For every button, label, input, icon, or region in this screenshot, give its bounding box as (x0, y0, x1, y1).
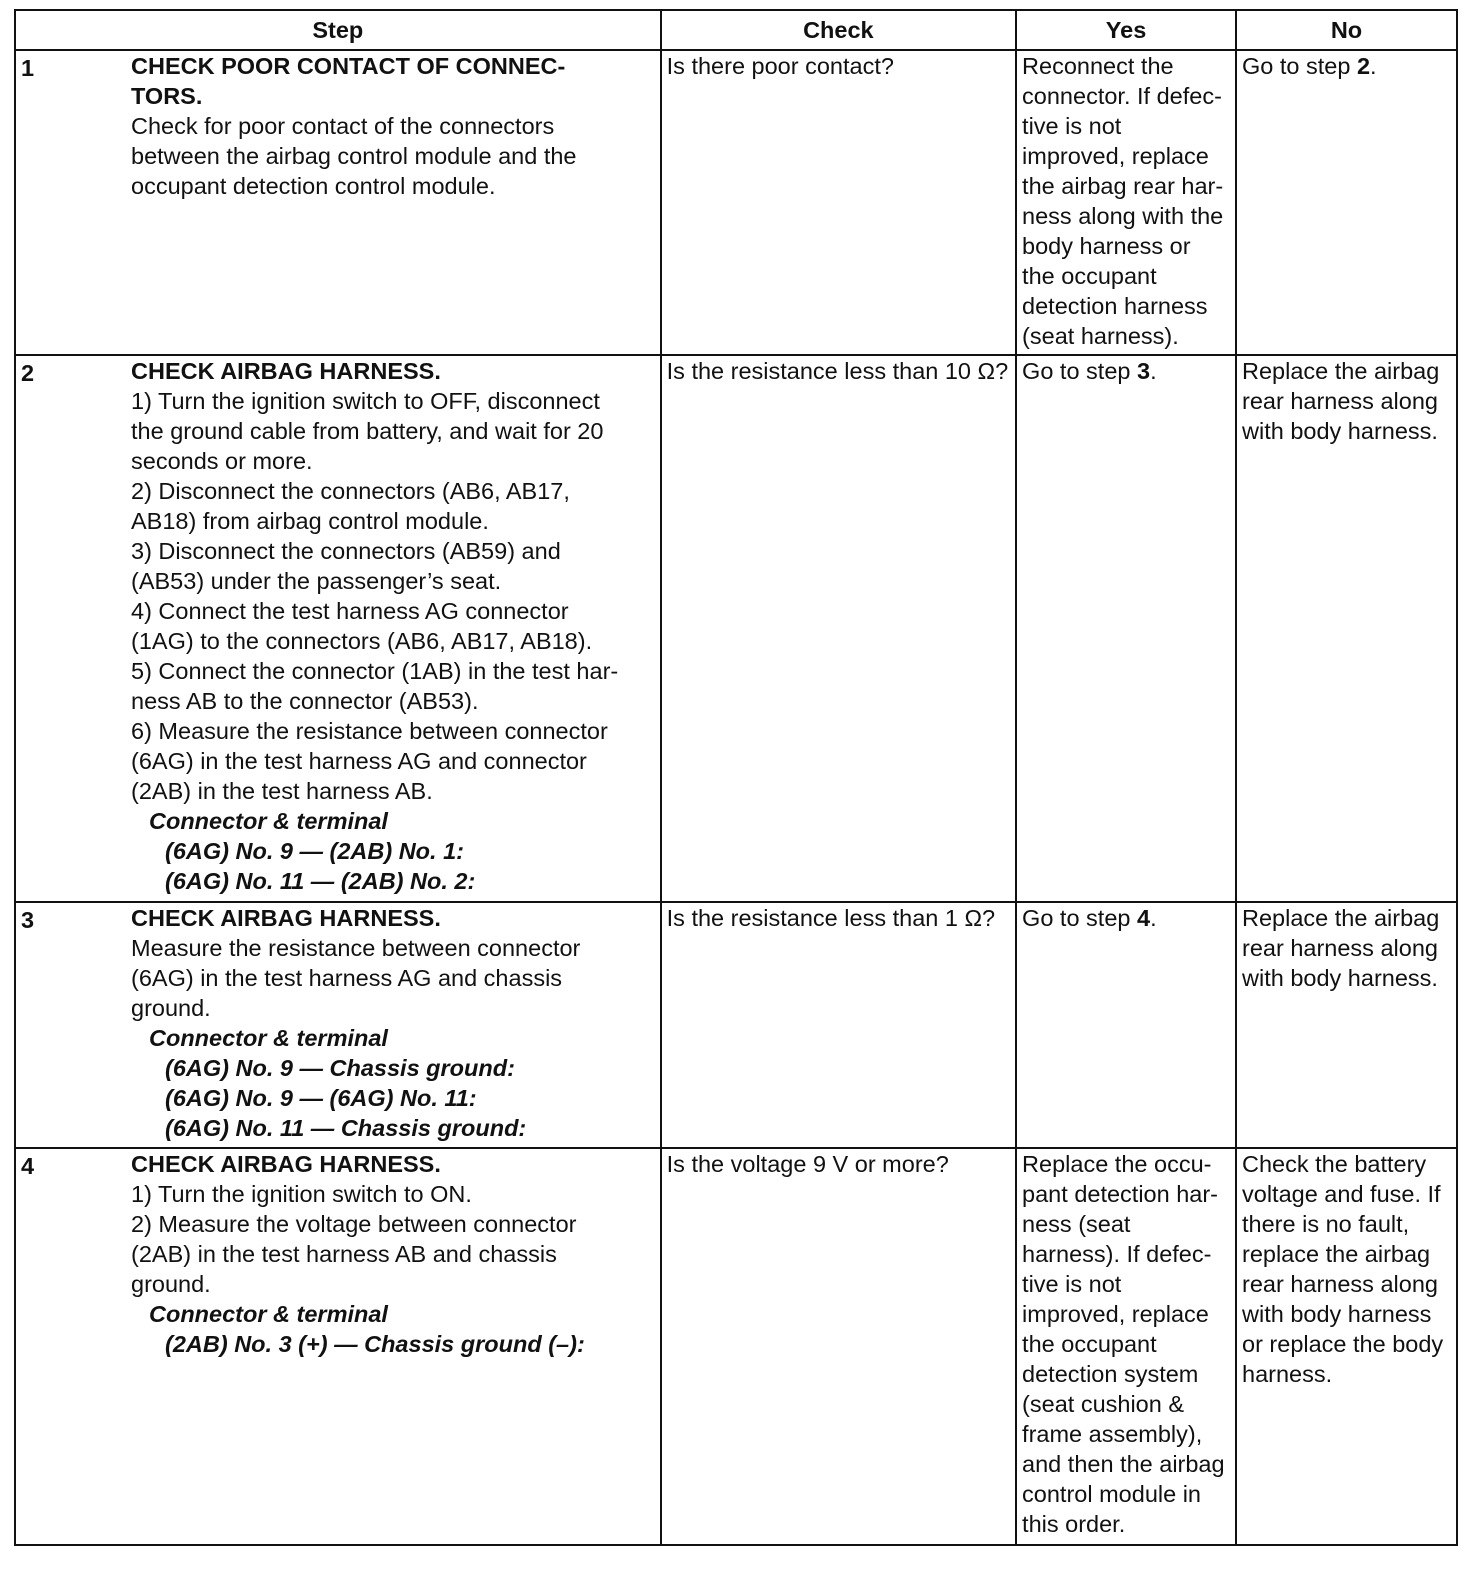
connector-terminal-heading: Connector & terminal (149, 1025, 388, 1051)
step-title: CHECK AIRBAG HARNESS. (131, 1151, 441, 1177)
yes-text-suffix: . (1150, 905, 1157, 931)
yes-text: the occupant (1022, 263, 1157, 289)
step-text: 4) Connect the test harness AG connector (131, 598, 569, 624)
step-text: between the airbag control module and the (131, 143, 577, 169)
yes-text: detection harness (1022, 293, 1208, 319)
step-text: 5) Connect the connector (1AB) in the test har- (131, 658, 619, 684)
step-text: (2AB) in the test harness AB. (131, 778, 433, 804)
no-text: rear harness along (1242, 388, 1438, 414)
header-step: Step (15, 10, 661, 50)
yes-text: control module in (1022, 1481, 1202, 1507)
step-text: 2) Measure the voltage between connector (131, 1211, 577, 1237)
yes-cell (1016, 902, 1236, 1148)
connector-terminal-heading: Connector & terminal (149, 808, 388, 834)
step-number: 2 (21, 360, 35, 386)
step-body (131, 356, 655, 896)
step-reference: 3 (1137, 358, 1151, 384)
yes-text: improved, replace (1022, 1301, 1209, 1327)
yes-text: ness (seat (1022, 1211, 1131, 1237)
yes-text: connector. If defec- (1022, 83, 1222, 109)
no-text: with body harness. (1242, 418, 1438, 444)
step-reference: 4 (1137, 905, 1151, 931)
step-text: ground. (131, 1271, 211, 1297)
no-text: with body harness (1242, 1301, 1432, 1327)
connector-terminal-item: (6AG) No. 11 — (2AB) No. 2: (165, 868, 476, 894)
yes-text: and then the airbag (1022, 1451, 1225, 1477)
step-number: 4 (21, 1153, 35, 1179)
yes-cell (1016, 355, 1236, 902)
check-cell: Is the voltage 9 V or more? (661, 1148, 1016, 1545)
yes-text: detection system (1022, 1361, 1199, 1387)
step-text: 6) Measure the resistance between connector (131, 718, 608, 744)
diagnostic-table (14, 9, 1458, 1546)
step-text: ness AB to the connector (AB53). (131, 688, 479, 714)
no-text: or replace the body (1242, 1331, 1444, 1357)
yes-text: frame assembly), (1022, 1421, 1203, 1447)
no-text: Replace the airbag (1242, 905, 1440, 931)
no-text: Replace the airbag (1242, 358, 1440, 384)
yes-text: tive is not (1022, 113, 1122, 139)
step-cell (15, 902, 661, 1148)
no-text: there is no fault, (1242, 1211, 1410, 1237)
table-row (15, 1148, 1457, 1545)
step-text: the ground cable from battery, and wait for 20 (131, 418, 604, 444)
yes-text: the occupant (1022, 1331, 1157, 1357)
header-no: No (1236, 10, 1457, 50)
step-text: (1AG) to the connectors (AB6, AB17, AB18). (131, 628, 593, 654)
step-text: 1) Turn the ignition switch to ON. (131, 1181, 472, 1207)
step-text: (2AB) in the test harness AB and chassis (131, 1241, 557, 1267)
connector-terminal-item: (6AG) No. 9 — Chassis ground: (165, 1055, 515, 1081)
step-text: 1) Turn the ignition switch to OFF, disconnect (131, 388, 600, 414)
table-row (15, 902, 1457, 1148)
step-text: 2) Disconnect the connectors (AB6, AB17, (131, 478, 570, 504)
yes-text: Go to step (1022, 358, 1137, 384)
no-cell (1236, 902, 1457, 1148)
step-title: CHECK AIRBAG HARNESS. (131, 358, 441, 384)
yes-text: harness). If defec- (1022, 1241, 1212, 1267)
no-text: Check the battery (1242, 1151, 1427, 1177)
yes-text: tive is not (1022, 1271, 1122, 1297)
step-cell (15, 50, 661, 355)
no-text: Go to step (1242, 53, 1357, 79)
connector-terminal-item: (6AG) No. 9 — (6AG) No. 11: (165, 1085, 477, 1111)
connector-terminal-item: (6AG) No. 11 — Chassis ground: (165, 1115, 527, 1141)
yes-cell (1016, 50, 1236, 355)
step-text: 3) Disconnect the connectors (AB59) and (131, 538, 561, 564)
no-text: harness. (1242, 1361, 1333, 1387)
check-cell: Is the resistance less than 10 Ω? (661, 355, 1016, 902)
connector-terminal-heading: Connector & terminal (149, 1301, 388, 1327)
connector-terminal-item: (2AB) No. 3 (+) — Chassis ground (–): (165, 1331, 585, 1357)
step-title: CHECK POOR CONTACT OF CONNEC- (131, 53, 566, 79)
check-cell: Is the resistance less than 1 Ω? (661, 902, 1016, 1148)
step-body (131, 1149, 655, 1359)
yes-cell (1016, 1148, 1236, 1545)
no-text: rear harness along (1242, 935, 1438, 961)
yes-text: Go to step (1022, 905, 1137, 931)
step-text: (AB53) under the passenger’s seat. (131, 568, 502, 594)
step-body (131, 903, 655, 1143)
check-cell: Is there poor contact? (661, 50, 1016, 355)
step-text: (6AG) in the test harness AG and connector (131, 748, 587, 774)
no-cell (1236, 1148, 1457, 1545)
yes-text: improved, replace (1022, 143, 1209, 169)
yes-text: the airbag rear har- (1022, 173, 1224, 199)
step-number: 3 (21, 907, 35, 933)
no-cell (1236, 50, 1457, 355)
yes-text: this order. (1022, 1511, 1126, 1537)
step-text: seconds or more. (131, 448, 313, 474)
yes-text: Reconnect the (1022, 53, 1174, 79)
yes-text: body harness or (1022, 233, 1191, 259)
step-text: occupant detection control module. (131, 173, 496, 199)
step-text: (6AG) in the test harness AG and chassis (131, 965, 563, 991)
step-text: AB18) from airbag control module. (131, 508, 489, 534)
header-yes: Yes (1016, 10, 1236, 50)
step-cell (15, 355, 661, 902)
no-text: rear harness along (1242, 1271, 1438, 1297)
step-title: CHECK AIRBAG HARNESS. (131, 905, 441, 931)
step-body (131, 51, 655, 201)
yes-text: (seat cushion & (1022, 1391, 1185, 1417)
yes-text-suffix: . (1150, 358, 1157, 384)
header-row (15, 10, 1457, 50)
yes-text: Replace the occu- (1022, 1151, 1212, 1177)
no-cell (1236, 355, 1457, 902)
table-row (15, 50, 1457, 355)
no-text-suffix: . (1370, 53, 1377, 79)
step-text: Check for poor contact of the connectors (131, 113, 555, 139)
yes-text: (seat harness). (1022, 323, 1179, 349)
step-text: ground. (131, 995, 211, 1021)
step-number: 1 (21, 55, 35, 81)
no-text: voltage and fuse. If (1242, 1181, 1441, 1207)
no-text: with body harness. (1242, 965, 1438, 991)
step-reference: 2 (1356, 53, 1371, 79)
step-text: Measure the resistance between connector (131, 935, 581, 961)
yes-text: pant detection har- (1022, 1181, 1219, 1207)
table-row (15, 355, 1457, 902)
step-cell (15, 1148, 661, 1545)
step-title: TORS. (131, 83, 203, 109)
no-text: replace the airbag (1242, 1241, 1431, 1267)
yes-text: ness along with the (1022, 203, 1224, 229)
header-check: Check (661, 10, 1016, 50)
connector-terminal-item: (6AG) No. 9 — (2AB) No. 1: (165, 838, 464, 864)
